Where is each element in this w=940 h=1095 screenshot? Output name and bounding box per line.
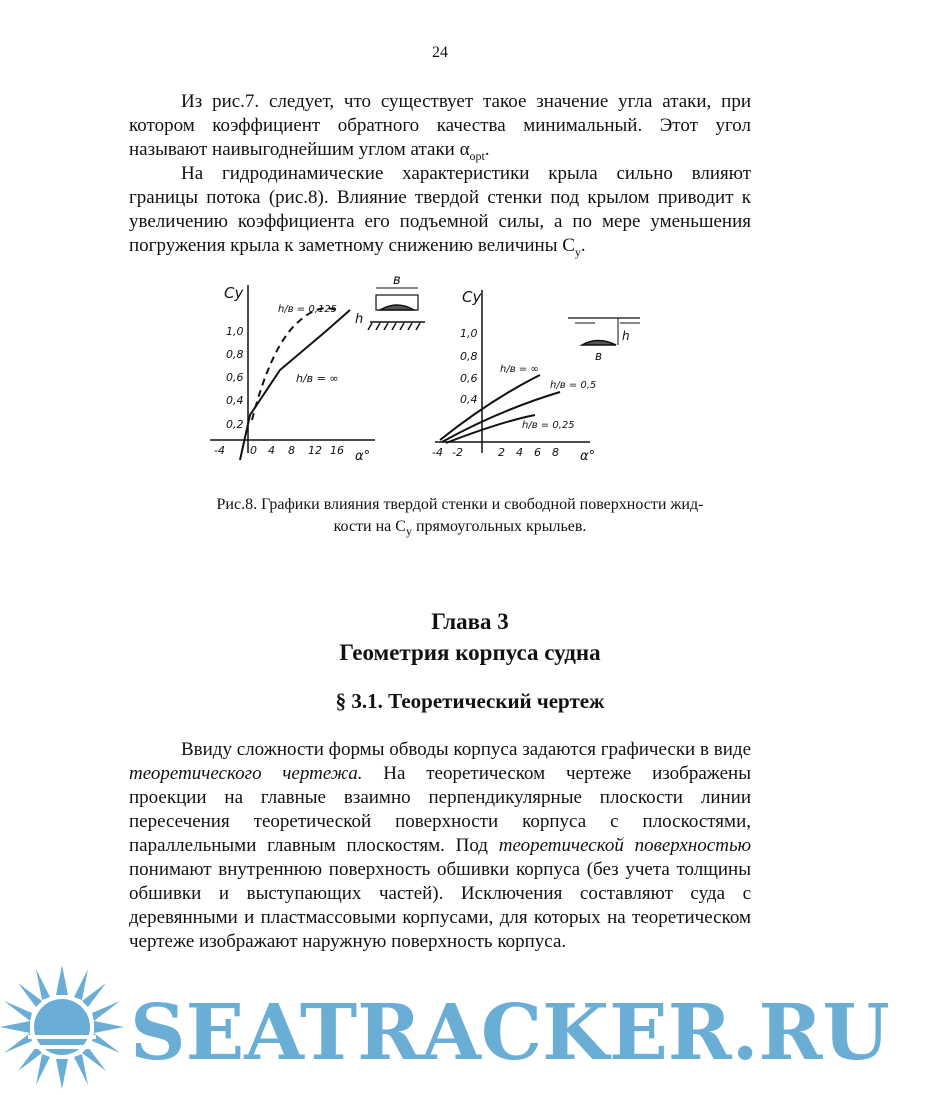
left-label-b: в xyxy=(393,273,401,288)
watermark-text: SEATRACKER.RU xyxy=(130,988,890,1078)
right-label-inf: h/в = ∞ xyxy=(500,364,539,375)
page-number: 24 xyxy=(432,44,448,61)
caption-line-2-a: кости на C xyxy=(333,518,406,535)
right-label-05: h/в = 0,5 xyxy=(550,380,597,391)
caption-line-2-b: прямоугольных крыльев. xyxy=(411,518,587,535)
left-xtick-2: 4 xyxy=(268,444,275,457)
right-xtick-0: -4 xyxy=(432,446,443,459)
right-ytick-3: 1,0 xyxy=(460,327,478,340)
left-xtick-0: -4 xyxy=(214,444,225,457)
paragraph-3-em-1: теоретического чертежа. xyxy=(129,763,363,784)
caption-line-2 xyxy=(160,516,760,542)
right-label-h: h xyxy=(622,329,630,343)
cy-subscript: y xyxy=(574,244,581,259)
left-xtick-3: 8 xyxy=(288,444,295,457)
left-ytick-2: 0,6 xyxy=(226,371,244,384)
paragraph-3-c: понимают внутреннюю поверхность обшивки корпуса (без учета толщины обшивки и выступающих частей). Исключения составляют суда с деревянными и пластмассовыми корпусами, для которых на теоретическом чертеже изображают наружную поверхность корпуса. xyxy=(129,859,751,952)
figure-caption xyxy=(160,494,760,542)
right-label-025: h/в = 0,25 xyxy=(522,420,575,431)
left-ylabel: Cy xyxy=(224,284,244,302)
figure-8 xyxy=(200,270,630,475)
right-xtick-2: 2 xyxy=(498,446,505,459)
paragraph-1-end: . xyxy=(484,139,490,160)
paragraph-3 xyxy=(129,738,751,954)
right-label-b: в xyxy=(595,349,603,363)
right-ytick-1: 0,6 xyxy=(460,372,478,385)
paragraph-2 xyxy=(129,162,751,264)
left-ytick-4: 1,0 xyxy=(226,325,244,338)
left-wing-section xyxy=(380,305,414,310)
left-label-inf: h/в = ∞ xyxy=(296,372,339,385)
chapter-number: Глава 3 xyxy=(431,609,509,634)
left-xlabel: α° xyxy=(355,449,371,464)
paragraph-1-text: Из рис.7. следует, что существует такое значение угла атаки, при котором коэффициент обратного качества минимальный. Этот угол называют наивыгоднейшим углом атаки α xyxy=(129,91,751,160)
right-xtick-3: 4 xyxy=(516,446,523,459)
paragraph-2-text: На гидродинамические характеристики крыла сильно влияют границы потока (рис.8). Влияние твердой стенки под крылом приводит к увеличению коэффициента его подъемной силы, а по мере уменьшения погружения крыла к заметному снижению величины C xyxy=(129,163,751,256)
figure-8-drawing xyxy=(200,270,630,475)
left-curve-wall xyxy=(252,308,340,420)
paragraph-3-a: Ввиду сложности формы обводы корпуса задаются графически в виде xyxy=(181,739,751,760)
paragraph-1 xyxy=(129,90,751,168)
right-xtick-1: -2 xyxy=(452,446,463,459)
left-label-h: h xyxy=(355,312,364,327)
right-xtick-4: 6 xyxy=(534,446,541,459)
caption-subscript: y xyxy=(405,524,412,539)
right-ylabel: Cy xyxy=(462,288,482,306)
paragraph-3-b: На теоретическом чертеже изображены проекции на главные взаимно перпендикулярные плоскости линии пересечения теоретической поверхности корпуса с плоскостями, параллельными главным плоскостям. Под xyxy=(129,763,751,856)
right-xlabel: α° xyxy=(580,449,596,464)
left-xtick-5: 16 xyxy=(330,444,344,457)
left-ytick-3: 0,8 xyxy=(226,348,244,361)
left-curve-inf xyxy=(240,310,350,460)
right-ytick-0: 0,4 xyxy=(460,393,478,406)
left-xtick-1: 0 xyxy=(250,444,257,457)
left-xtick-4: 12 xyxy=(308,444,322,457)
left-ytick-0: 0,2 xyxy=(226,418,244,431)
chapter-title: Геометрия корпуса судна xyxy=(339,640,601,665)
section-title: § 3.1. Теоретический чертеж xyxy=(335,689,605,713)
left-ytick-1: 0,4 xyxy=(226,394,244,407)
right-xtick-5: 8 xyxy=(552,446,559,459)
left-label-wall: h/в = 0,125 xyxy=(278,304,337,315)
caption-line-1: Рис.8. Графики влияния твердой стенки и свободной поверхности жид- xyxy=(216,496,704,513)
alpha-opt-subscript: opt xyxy=(469,148,485,163)
paragraph-2-end: . xyxy=(580,235,586,256)
right-wing-section xyxy=(582,341,616,346)
paragraph-3-em-2: теоретической поверхностью xyxy=(498,835,751,856)
right-ytick-2: 0,8 xyxy=(460,350,478,363)
